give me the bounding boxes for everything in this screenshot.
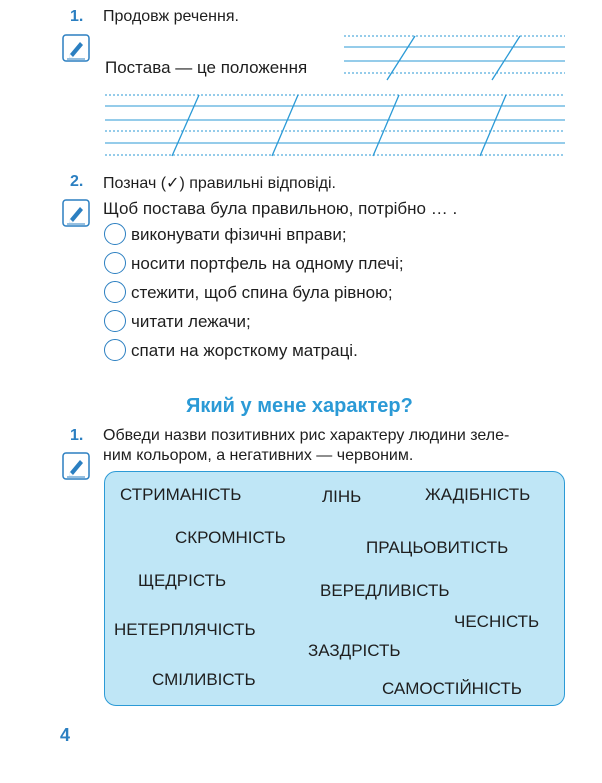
task3-number: 1. xyxy=(70,427,84,444)
task2-instruction: Познач (✓) правильні відповіді. xyxy=(103,175,336,192)
task2-number: 2. xyxy=(70,173,84,190)
trait-word[interactable]: СМІЛИВІСТЬ xyxy=(152,670,256,689)
pencil-icon xyxy=(62,199,90,227)
task2-question: Щоб постава була правильною, потрібно … . xyxy=(103,199,458,218)
trait-word[interactable]: ЗАЗДРІСТЬ xyxy=(308,641,401,660)
task1-number: 1. xyxy=(70,8,84,25)
trait-word[interactable]: ЛІНЬ xyxy=(322,487,362,506)
writing-lines[interactable] xyxy=(0,0,602,170)
trait-word[interactable]: ЧЕСНІСТЬ xyxy=(454,612,540,631)
trait-word[interactable]: СТРИМАНІСТЬ xyxy=(120,485,242,504)
option-label: стежити, щоб спина була рівною; xyxy=(131,283,393,302)
option-checkbox[interactable] xyxy=(104,252,126,274)
section-title: Який у мене характер? xyxy=(186,395,413,417)
option-label: носити портфель на одному плечі; xyxy=(131,254,404,273)
option-label: спати на жорсткому матраці. xyxy=(131,341,358,360)
pencil-icon xyxy=(62,452,90,480)
option-label: читати лежачи; xyxy=(131,312,251,331)
trait-word[interactable]: СКРОМНІСТЬ xyxy=(175,528,286,547)
option-checkbox[interactable] xyxy=(104,223,126,245)
option-checkbox[interactable] xyxy=(104,281,126,303)
trait-word[interactable]: ВЕРЕДЛИВІСТЬ xyxy=(320,581,450,600)
trait-word[interactable]: САМОСТІЙНІСТЬ xyxy=(382,679,522,698)
task3-instruction-line2: ним кольором, а негативних — червоним. xyxy=(103,447,414,464)
trait-word[interactable]: НЕТЕРПЛЯЧІСТЬ xyxy=(114,620,256,639)
option-checkbox[interactable] xyxy=(104,339,126,361)
task1-instruction: Продовж речення. xyxy=(103,8,239,25)
option-checkbox[interactable] xyxy=(104,310,126,332)
task1-sentence-start: Постава — це положення xyxy=(105,58,308,77)
page-number: 4 xyxy=(60,725,71,745)
option-label: виконувати фізичні вправи; xyxy=(131,225,347,244)
trait-word[interactable]: ПРАЦЬОВИТІСТЬ xyxy=(366,538,509,557)
trait-word[interactable]: ЩЕДРІСТЬ xyxy=(138,571,227,590)
task3-instruction-line1: Обведи назви позитивних рис характеру людини зеле- xyxy=(103,427,510,444)
trait-word[interactable]: ЖАДІБНІСТЬ xyxy=(425,485,531,504)
